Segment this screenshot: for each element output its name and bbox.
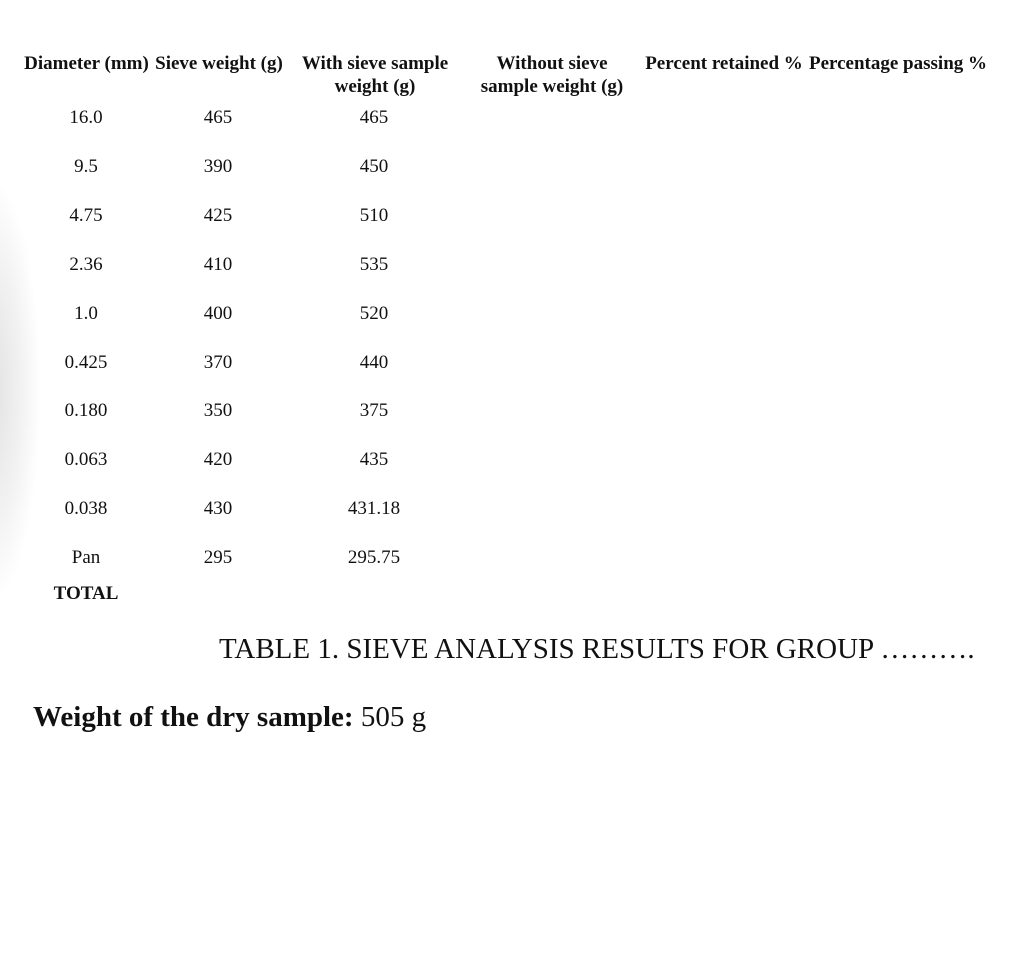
- cell-with-sieve-weight: 440: [359, 351, 389, 373]
- cell-sieve-weight: 425: [203, 204, 233, 226]
- cell-sieve-weight: 465: [203, 107, 233, 128]
- cell-diameter: 0.180: [64, 400, 108, 422]
- cell-sieve-weight: 370: [203, 351, 233, 373]
- header-with-sieve-weight: With sieve sample weight (g): [301, 53, 449, 97]
- header-percent-retained: Percent retained %: [645, 53, 803, 74]
- cell-diameter: 0.063: [64, 449, 108, 471]
- cell-diameter: 4.75: [69, 204, 103, 226]
- cell-sieve-weight: 295: [203, 547, 233, 569]
- cell-with-sieve-weight: 375: [359, 400, 389, 422]
- cell-diameter: 2.36: [69, 253, 103, 275]
- cell-with-sieve-weight: 431.18: [347, 498, 401, 520]
- total-label: TOTAL: [53, 583, 119, 604]
- cell-diameter: Pan: [71, 547, 101, 569]
- cell-with-sieve-weight: 295.75: [347, 547, 401, 569]
- cell-diameter: 0.038: [64, 498, 108, 520]
- header-percentage-passing: Percentage passing %: [808, 53, 988, 74]
- cell-diameter: 9.5: [74, 155, 98, 177]
- dry-sample-value: 505 g: [353, 701, 427, 733]
- cell-sieve-weight: 350: [203, 400, 233, 422]
- cell-sieve-weight: 430: [203, 498, 233, 520]
- cell-sieve-weight: 390: [203, 155, 233, 177]
- dry-sample-weight: [33, 700, 426, 734]
- cell-with-sieve-weight: 535: [359, 253, 389, 275]
- cell-diameter: 1.0: [74, 302, 98, 324]
- cell-sieve-weight: 410: [203, 253, 233, 275]
- cell-with-sieve-weight: 435: [359, 449, 389, 471]
- cell-diameter: 16.0: [69, 107, 103, 128]
- table-caption: TABLE 1. SIEVE ANALYSIS RESULTS FOR GROUP ……….: [219, 633, 975, 665]
- cell-with-sieve-weight: 465: [359, 107, 389, 128]
- cell-with-sieve-weight: 520: [359, 302, 389, 324]
- cell-diameter: 0.425: [64, 351, 108, 373]
- cell-with-sieve-weight: 450: [359, 155, 389, 177]
- cell-sieve-weight: 420: [203, 449, 233, 471]
- header-without-sieve-weight: Without sieve sample weight (g): [480, 53, 624, 97]
- cell-with-sieve-weight: 510: [359, 204, 389, 226]
- header-sieve-weight: Sieve weight (g): [155, 53, 283, 74]
- header-diameter: Diameter (mm): [24, 53, 149, 74]
- page-edge-shadow: [0, 180, 40, 600]
- dry-sample-label: Weight of the dry sample:: [33, 701, 354, 733]
- cell-sieve-weight: 400: [203, 302, 233, 324]
